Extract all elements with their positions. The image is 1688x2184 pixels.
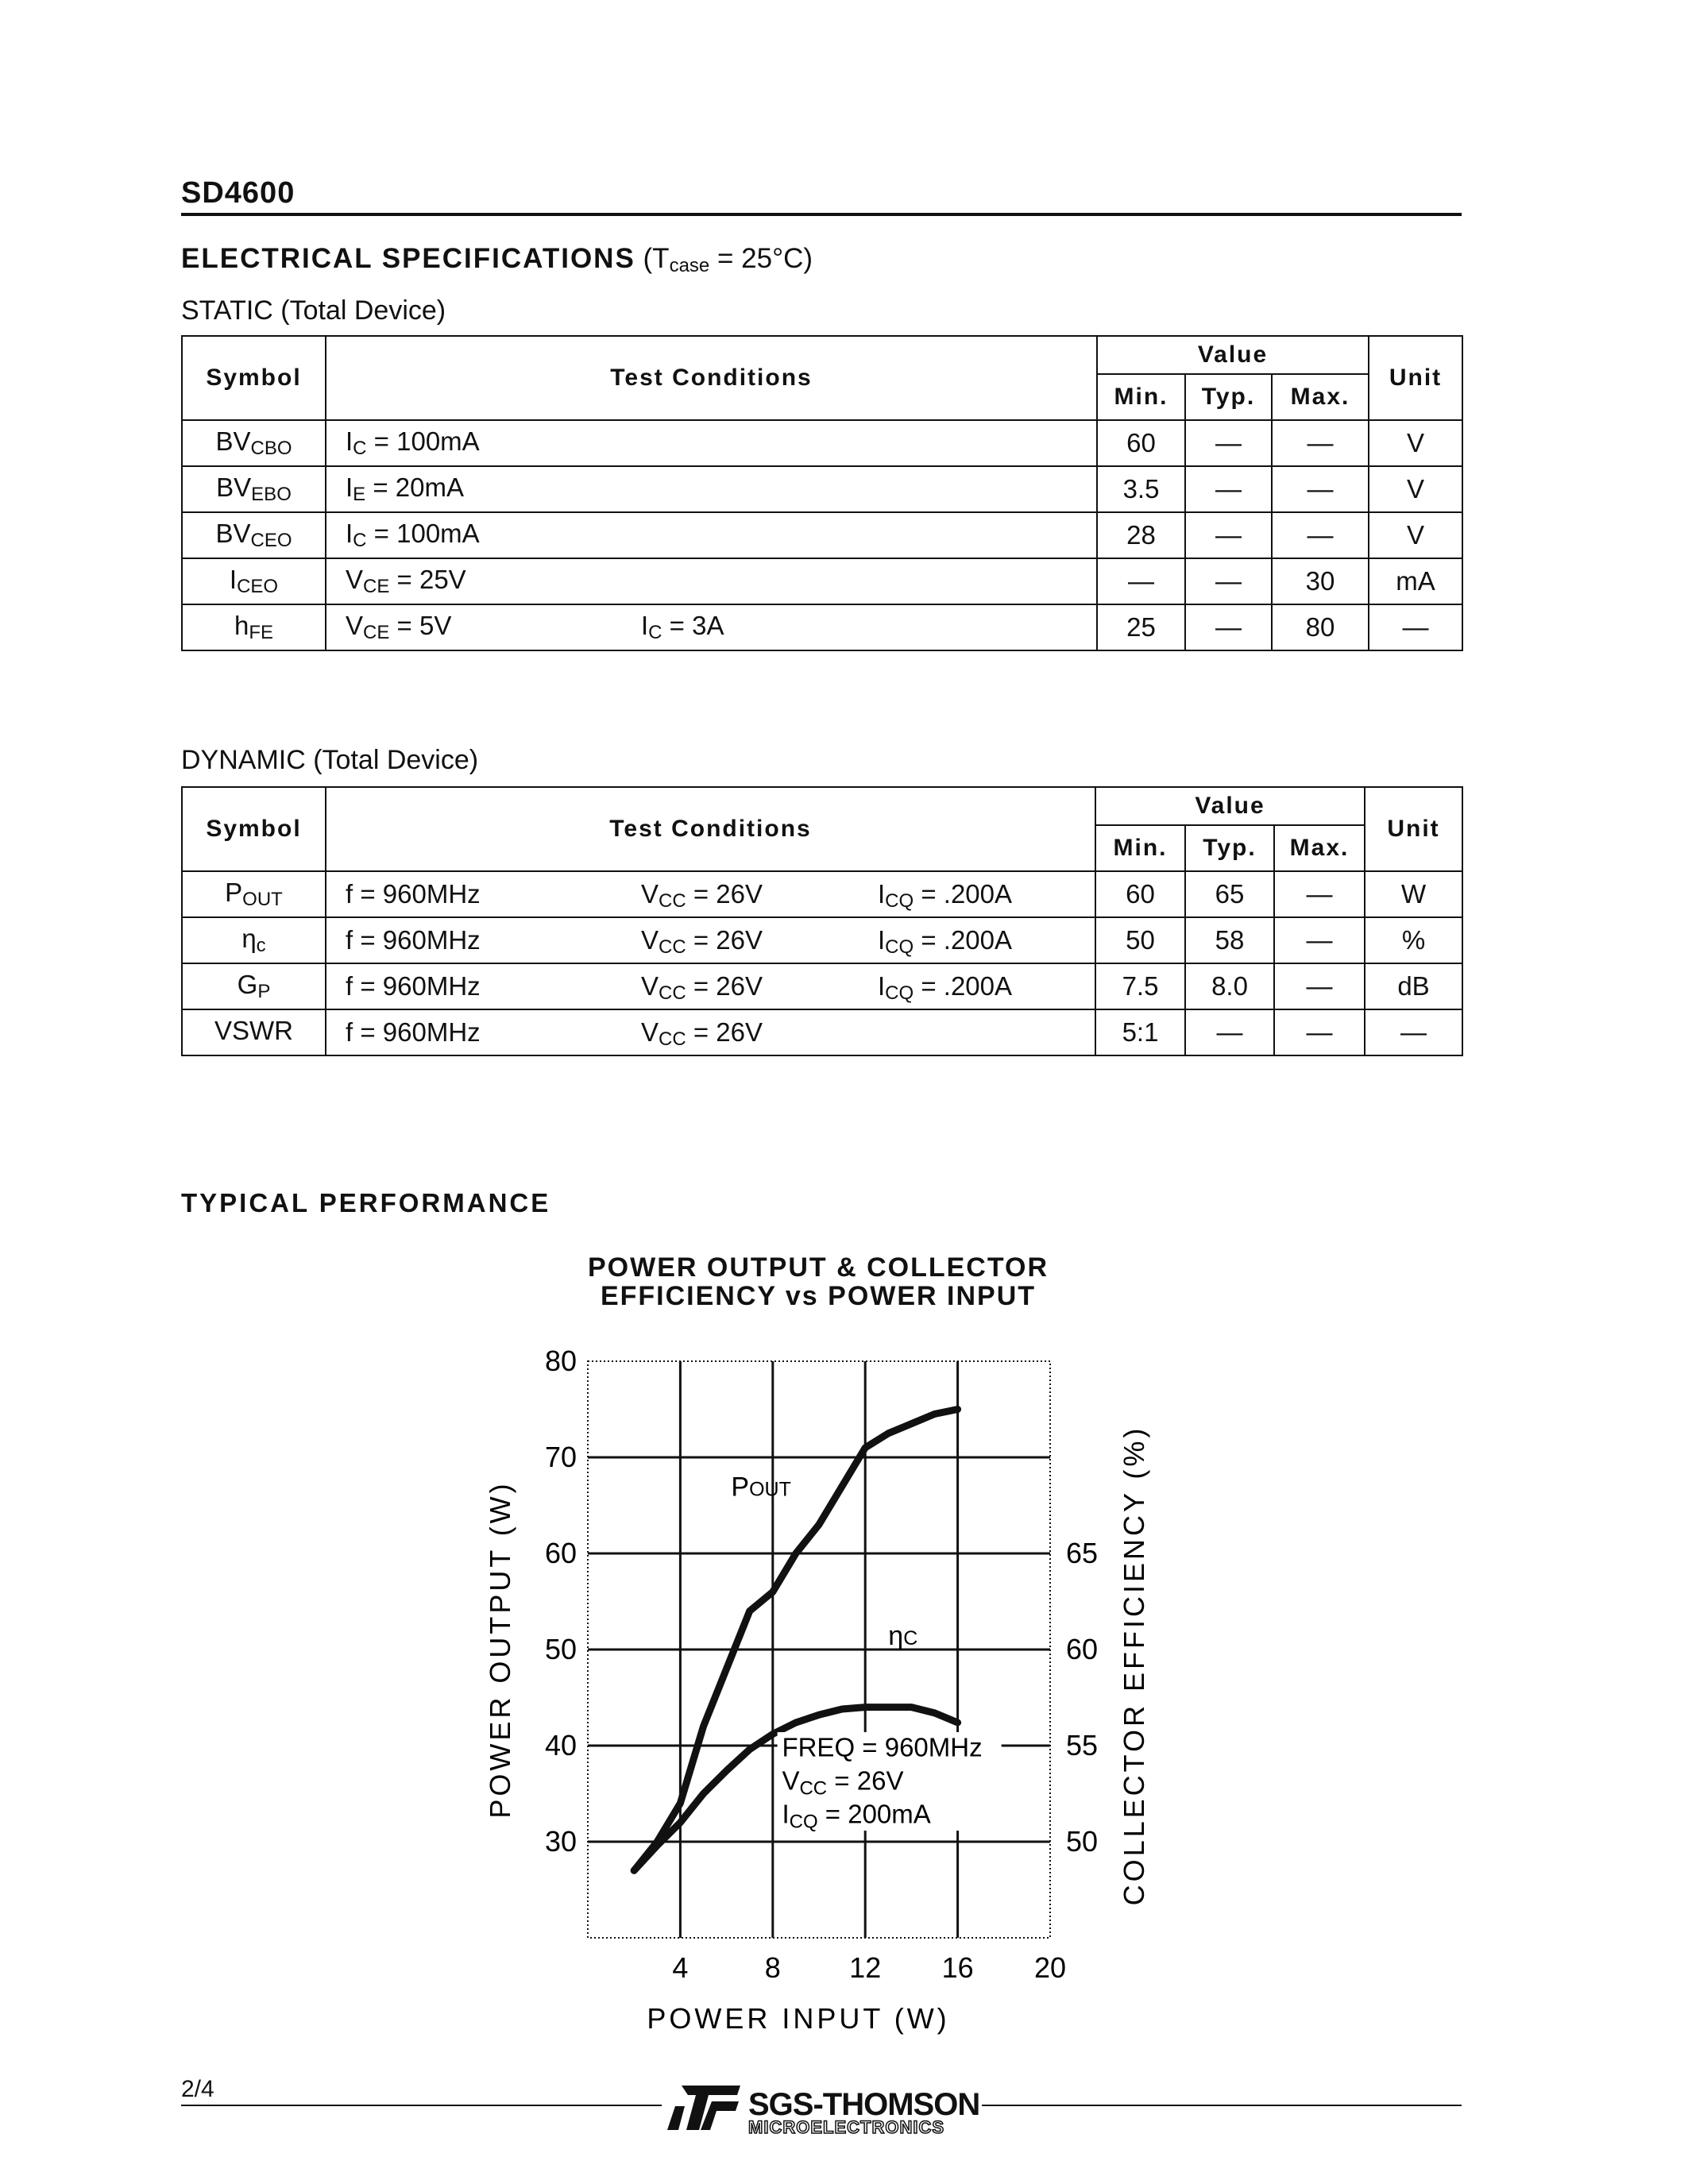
typ-cell: — <box>1185 604 1272 650</box>
max-cell: — <box>1274 917 1365 963</box>
cond-2-sub: CC <box>659 890 686 912</box>
y2-tick-label: 50 <box>1066 1825 1099 1858</box>
cond-1: V <box>346 611 364 640</box>
typ-cell: 8.0 <box>1185 963 1274 1009</box>
cond-1: f = 960MHz <box>346 879 481 909</box>
x-tick-label: 12 <box>849 1951 882 1984</box>
cond-1: I <box>346 473 353 502</box>
symbol-sub: P <box>257 981 271 1002</box>
symbol: P <box>225 878 243 907</box>
cond-1-sub: CE <box>363 576 390 597</box>
unit-cell: dB <box>1365 963 1462 1009</box>
symbol-sub: FE <box>249 622 274 643</box>
page-number: 2/4 <box>181 2076 214 2102</box>
col-value: Value <box>1095 787 1365 825</box>
unit-cell: mA <box>1369 558 1462 604</box>
min-cell: — <box>1097 558 1185 604</box>
col-typ: Typ. <box>1185 825 1274 871</box>
cond-1-value: = 100mA <box>366 519 480 548</box>
condition-suffix: = 25°C) <box>709 243 813 274</box>
col-test-conditions: Test Conditions <box>326 787 1095 871</box>
col-typ: Typ. <box>1185 374 1272 420</box>
symbol-sub: CEO <box>250 530 292 551</box>
x-tick-label: 4 <box>672 1951 689 1984</box>
symbol: η <box>241 924 257 953</box>
chart-title-line-2: EFFICIENCY vs POWER INPUT <box>600 1281 1037 1311</box>
min-cell: 7.5 <box>1095 963 1185 1009</box>
min-cell: 28 <box>1097 512 1185 558</box>
typ-cell: 65 <box>1185 871 1274 917</box>
footer-rule-right <box>982 2105 1462 2106</box>
cond-2-value: = 26V <box>686 879 763 909</box>
max-cell: 30 <box>1272 558 1369 604</box>
symbol: BV <box>215 519 251 548</box>
symbol: BV <box>216 473 252 502</box>
symbol: BV <box>215 426 251 456</box>
cond-3-sub: CQ <box>885 982 914 1004</box>
cond-1: I <box>346 519 353 548</box>
cond-1: f = 960MHz <box>346 925 481 955</box>
symbol: I <box>229 565 238 594</box>
annotation-vcc: VCC = 26V <box>782 1765 904 1800</box>
min-cell: 50 <box>1095 917 1185 963</box>
y-tick-label: 80 <box>544 1345 577 1377</box>
max-cell: — <box>1272 466 1369 512</box>
symbol-sub: EBO <box>251 484 292 505</box>
cond-1: I <box>346 426 353 456</box>
cond-1-value: = 25V <box>389 565 466 594</box>
cond-1-value: = 100mA <box>366 426 480 456</box>
cond-1: f = 960MHz <box>346 1017 481 1047</box>
cond-2: V <box>641 971 659 1001</box>
condition-prefix: (T <box>643 243 670 274</box>
max-cell: — <box>1272 512 1369 558</box>
col-unit: Unit <box>1369 336 1462 420</box>
cond-3-sub: CQ <box>885 936 914 958</box>
col-symbol: Symbol <box>182 336 326 420</box>
col-test-conditions: Test Conditions <box>326 336 1097 420</box>
cond-2-value: = 26V <box>686 971 763 1001</box>
annotation-icq: ICQ = 200mA <box>782 1799 931 1833</box>
symbol-sub: CBO <box>250 438 292 459</box>
part-number: SD4600 <box>181 176 295 210</box>
x-tick-label: 8 <box>764 1951 781 1984</box>
col-max: Max. <box>1274 825 1365 871</box>
max-cell: — <box>1274 1009 1365 1055</box>
typ-cell: — <box>1185 1009 1274 1055</box>
max-cell: — <box>1274 871 1365 917</box>
min-cell: 60 <box>1097 420 1185 466</box>
col-min: Min. <box>1095 825 1185 871</box>
y-tick-label: 40 <box>544 1729 577 1761</box>
cond-1: f = 960MHz <box>346 971 481 1001</box>
unit-cell: V <box>1369 466 1462 512</box>
series-label-pout: POUT <box>731 1472 791 1503</box>
y-axis-label: POWER OUTPUT (W) <box>484 1480 516 1819</box>
col-unit: Unit <box>1365 787 1462 871</box>
typ-cell: — <box>1185 558 1272 604</box>
y-tick-label: 30 <box>544 1825 577 1858</box>
cond-3-sub: CQ <box>885 890 914 912</box>
cond-2-sub: CC <box>659 936 686 958</box>
x-axis-label: POWER INPUT (W) <box>647 2002 950 2035</box>
max-cell: — <box>1272 420 1369 466</box>
cond-2-sub: CC <box>659 982 686 1004</box>
y2-tick-label: 65 <box>1066 1537 1099 1569</box>
cond-2-value: = 3A <box>662 611 724 640</box>
symbol-sub: c <box>256 935 266 956</box>
col-min: Min. <box>1097 374 1185 420</box>
cond-1-value: = 20mA <box>365 473 465 502</box>
unit-cell: V <box>1369 512 1462 558</box>
typ-cell: — <box>1185 420 1272 466</box>
y-tick-label: 70 <box>544 1441 577 1473</box>
annotation-freq: FREQ = 960MHz <box>782 1732 983 1762</box>
col-max: Max. <box>1272 374 1369 420</box>
cond-2-value: = 26V <box>686 925 763 955</box>
min-cell: 3.5 <box>1097 466 1185 512</box>
section-title: ELECTRICAL SPECIFICATIONS <box>181 243 635 274</box>
dynamic-title: DYNAMIC (Total Device) <box>181 745 479 775</box>
unit-cell: — <box>1365 1009 1462 1055</box>
min-cell: 5:1 <box>1095 1009 1185 1055</box>
symbol: G <box>237 970 258 999</box>
min-cell: 25 <box>1097 604 1185 650</box>
static-title: STATIC (Total Device) <box>181 295 446 326</box>
cond-1-value: = 5V <box>389 611 452 640</box>
cond-3-value: = .200A <box>914 971 1013 1001</box>
unit-cell: V <box>1369 420 1462 466</box>
cond-3: I <box>878 971 886 1001</box>
cond-1-sub: CE <box>363 622 390 643</box>
footer-rule-left <box>181 2105 662 2106</box>
typ-cell: 58 <box>1185 917 1274 963</box>
typ-cell: — <box>1185 466 1272 512</box>
y-tick-label: 60 <box>544 1537 577 1569</box>
st-logo-icon <box>664 2082 744 2133</box>
y2-axis-label: COLLECTOR EFFICIENCY (%) <box>1118 1425 1150 1906</box>
max-cell: 80 <box>1272 604 1369 650</box>
cond-2: V <box>641 925 659 955</box>
symbol-sub: CEO <box>237 576 279 597</box>
condition-sub: case <box>669 255 710 276</box>
cond-1-sub: C <box>353 530 367 551</box>
brand-subtitle: MICROELECTRONICS <box>748 2117 944 2137</box>
cond-2: V <box>641 1017 659 1047</box>
brand-name: SGS-THOMSON <box>748 2087 980 2122</box>
typical-performance-heading: TYPICAL PERFORMANCE <box>181 1188 551 1217</box>
cond-2-sub: CC <box>659 1028 686 1050</box>
unit-cell: — <box>1369 604 1462 650</box>
series-label-eta: ηC <box>888 1620 918 1651</box>
y-tick-label: 50 <box>544 1633 577 1665</box>
cond-3-value: = .200A <box>914 925 1013 955</box>
cond-2: I <box>641 611 649 640</box>
unit-cell: W <box>1365 871 1462 917</box>
y2-tick-label: 55 <box>1066 1729 1099 1761</box>
cond-1: V <box>346 565 364 594</box>
typ-cell: — <box>1185 512 1272 558</box>
cond-3: I <box>878 879 886 909</box>
symbol: VSWR <box>214 1016 293 1045</box>
max-cell: — <box>1274 963 1365 1009</box>
min-cell: 60 <box>1095 871 1185 917</box>
chart-title-line-1: POWER OUTPUT & COLLECTOR <box>587 1252 1049 1283</box>
symbol-sub: OUT <box>242 889 283 910</box>
cond-1-sub: E <box>353 484 366 505</box>
x-tick-label: 20 <box>1033 1951 1067 1984</box>
cond-2-sub: C <box>648 622 662 643</box>
cond-1-sub: C <box>353 438 367 459</box>
x-tick-label: 16 <box>941 1951 974 1984</box>
cond-3: I <box>878 925 886 955</box>
symbol: h <box>234 611 249 640</box>
cond-3-value: = .200A <box>914 879 1013 909</box>
col-symbol: Symbol <box>182 787 326 871</box>
unit-cell: % <box>1365 917 1462 963</box>
cond-2-value: = 26V <box>686 1017 763 1047</box>
y2-tick-label: 60 <box>1066 1633 1099 1665</box>
cond-2: V <box>641 879 659 909</box>
col-value: Value <box>1097 336 1369 374</box>
